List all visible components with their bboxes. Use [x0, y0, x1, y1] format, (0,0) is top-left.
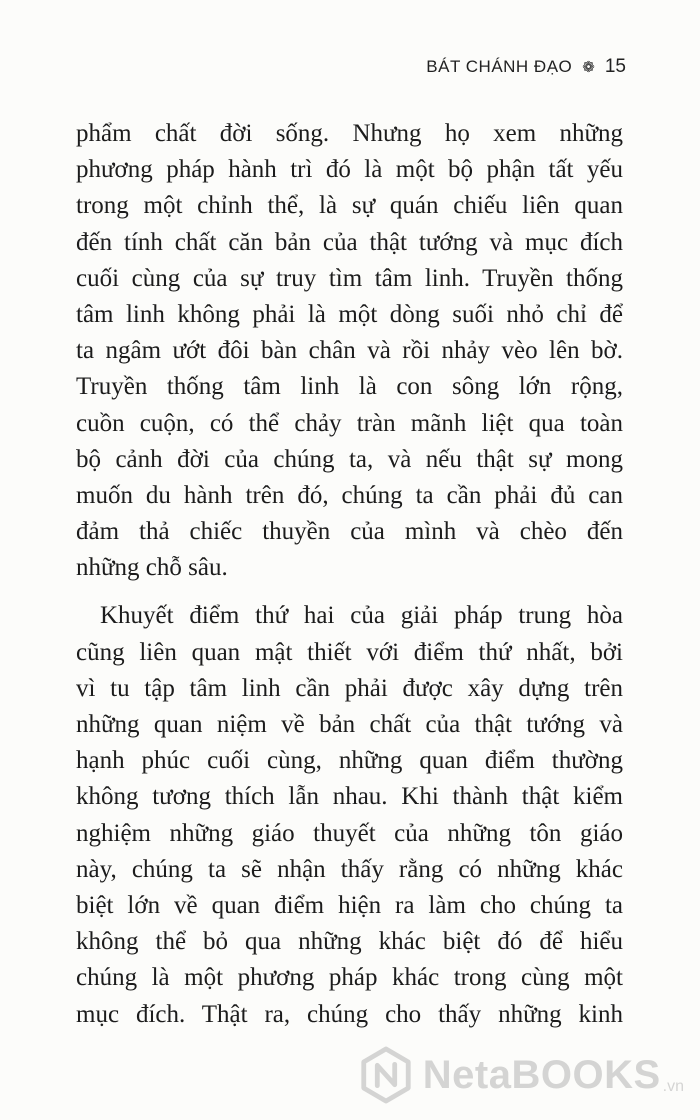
- running-header: [426, 56, 626, 78]
- text-line: Truyền thống tâm linh là con sông lớn rộng,: [76, 373, 623, 401]
- text-line: cuồn cuộn, có thể chảy tràn mãnh liệt qua toàn: [76, 409, 623, 437]
- text-line: biệt lớn về quan điểm hiện ra làm cho chúng ta: [76, 891, 623, 919]
- text-line: cũng liên quan mật thiết với điểm thứ nhất, bởi: [76, 638, 623, 666]
- text-line: mục đích. Thật ra, chúng cho thấy những kinh: [76, 1000, 623, 1028]
- text-line: những quan niệm về bản chất của thật tướng và: [76, 711, 623, 738]
- text-line: Khuyết điểm thứ hai của giải pháp trung hòa: [100, 602, 623, 630]
- text-line: tâm linh không phải là một dòng suối nhỏ chỉ để: [76, 300, 623, 328]
- text-line: không tương thích lẫn nhau. Khi thành thật kiểm: [76, 783, 623, 811]
- paragraph-1: [76, 116, 623, 586]
- text-line: nghiệm những giáo thuyết của những tôn giáo: [76, 819, 623, 847]
- chapter-title: BÁT CHÁNH ĐẠO: [426, 57, 573, 76]
- netabooks-watermark: [357, 1046, 684, 1104]
- watermark-brand: NetaBOOKS: [422, 1052, 661, 1097]
- text-line: vì tu tập tâm linh cần phải được xây dựng trên: [76, 674, 623, 702]
- paragraph-2: [76, 598, 623, 1032]
- text-line: trong một chỉnh thể, là sự quán chiếu liên quan: [76, 192, 623, 220]
- watermark-domain: .vn: [662, 1078, 684, 1095]
- text-line: không thể bỏ qua những khác biệt đó để hiểu: [76, 928, 623, 956]
- text-line: đảm thả chiếc thuyền của mình và chèo đến: [76, 518, 623, 546]
- text-line: đến tính chất căn bản của thật tướng và mục đích: [76, 228, 623, 256]
- flower-ornament-icon: ❁: [582, 58, 595, 76]
- text-line: bộ cảnh đời của chúng ta, và nếu thật sự mong: [76, 445, 623, 473]
- text-line: muốn du hành trên đó, chúng ta cần phải đủ can: [76, 481, 623, 509]
- netabooks-logo-icon: [357, 1046, 415, 1104]
- page-number: 15: [604, 56, 626, 77]
- text-line: chúng là một phương pháp khác trong cùng một: [76, 964, 623, 992]
- body-text: [76, 116, 623, 1033]
- text-line: ta ngâm ướt đôi bàn chân và rồi nhảy vèo lên bờ.: [76, 337, 623, 365]
- text-line: này, chúng ta sẽ nhận thấy rằng có những khác: [76, 855, 623, 883]
- text-line: phẩm chất đời sống. Nhưng họ xem những: [76, 120, 623, 147]
- text-line: cuối cùng của sự truy tìm tâm linh. Truyền thống: [76, 264, 623, 292]
- text-line: phương pháp hành trì đó là một bộ phận tất yếu: [76, 156, 623, 184]
- paragraph-gap: [76, 586, 623, 598]
- text-line: hạnh phúc cuối cùng, những quan điểm thường: [76, 747, 623, 775]
- text-line: những chỗ sâu.: [76, 554, 228, 582]
